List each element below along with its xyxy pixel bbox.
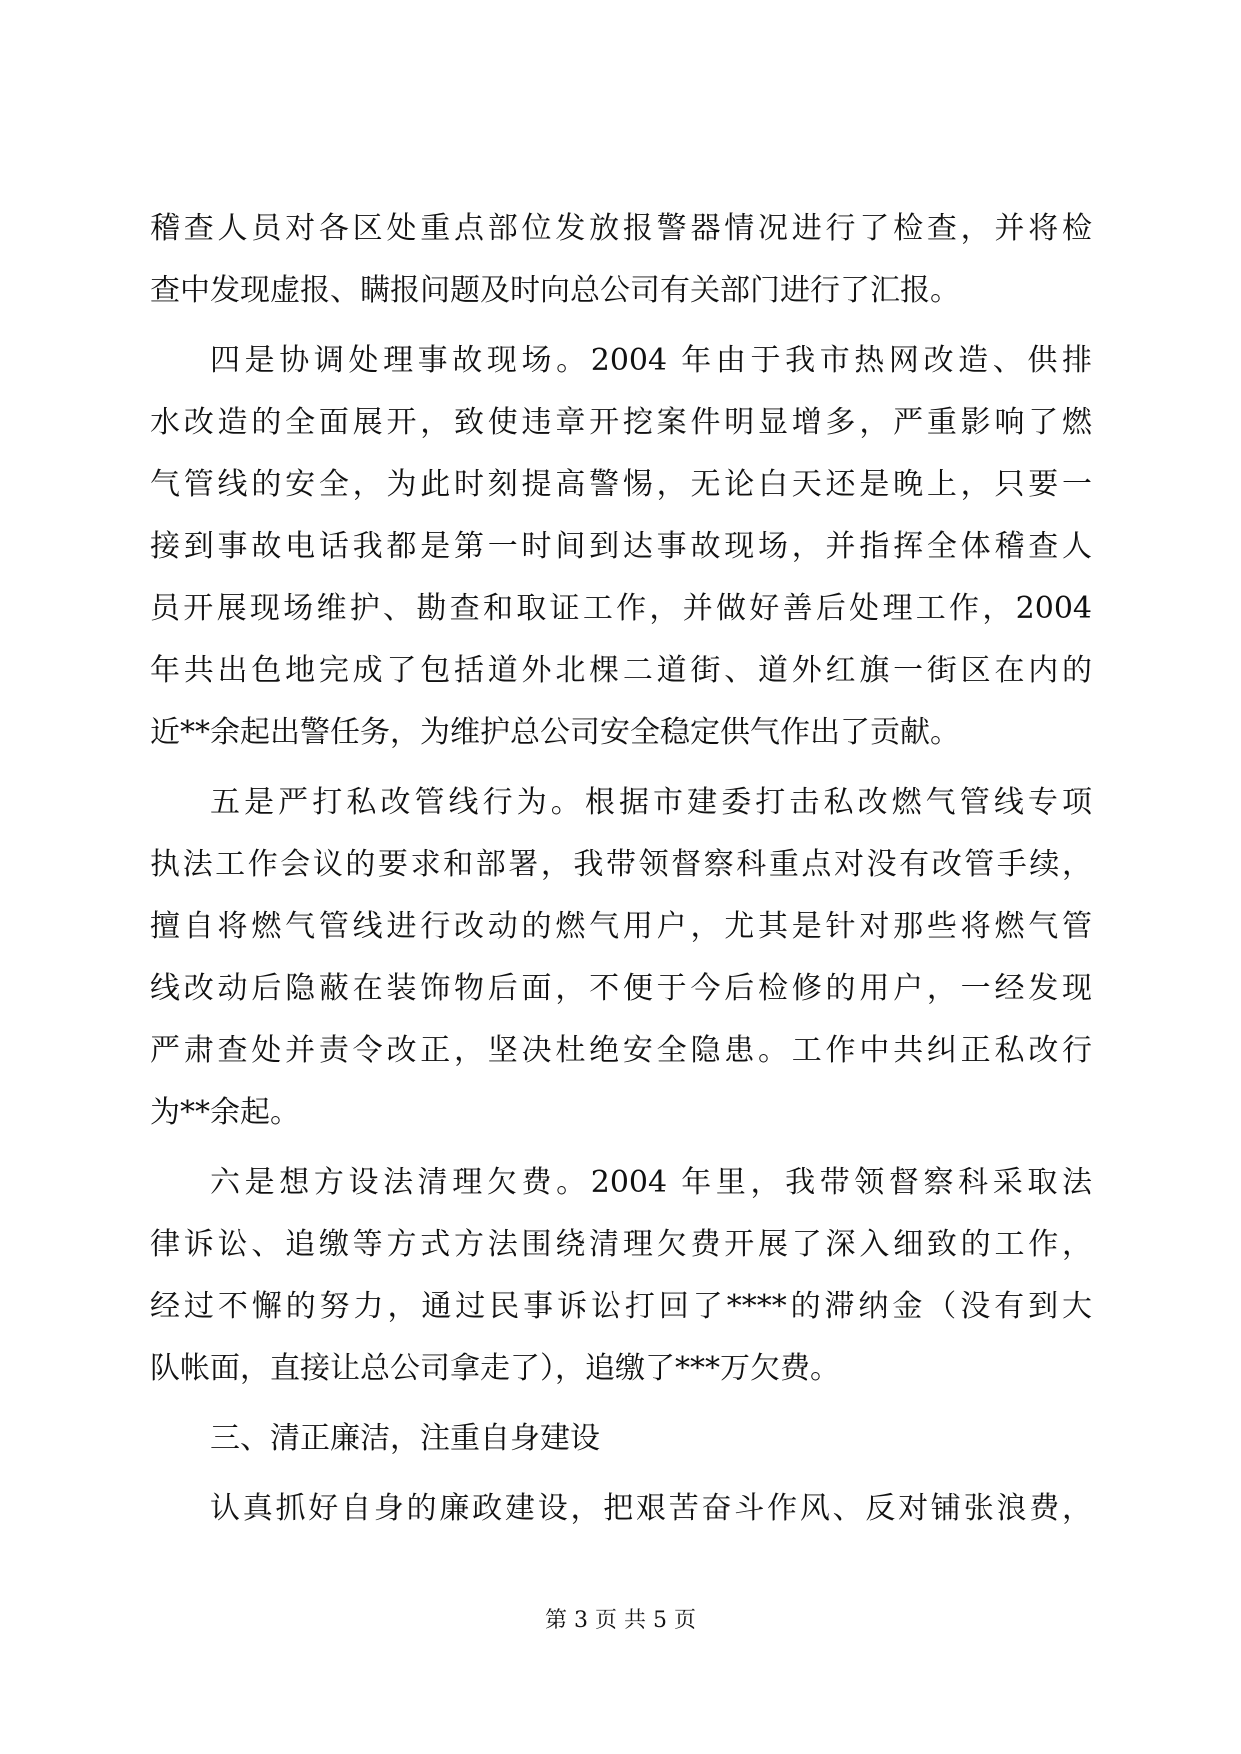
text-line-4: 水改造的全面展开，致使违章开挖案件明显增多，严重影响了燃 (150, 405, 1092, 440)
text-line-19: 队帐面，直接让总公司拿走了），追缴了***万欠费。 (150, 1351, 840, 1386)
text-line-3: 四是协调处理事故现场。2004 年由于我市热网改造、供排 (210, 343, 1092, 378)
text-line-16: 六是想方设法清理欠费。2004 年里，我带领督察科采取法 (210, 1165, 1092, 1200)
text-line-7: 员开展现场维护、勘查和取证工作，并做好善后处理工作，2004 (150, 591, 1092, 626)
text-line-5: 气管线的安全，为此时刻提高警惕，无论白天还是晚上，只要一 (150, 467, 1092, 502)
text-line-18: 经过不懈的努力，通过民事诉讼打回了****的滞纳金（没有到大 (150, 1289, 1092, 1324)
text-line-9: 近**余起出警任务，为维护总公司安全稳定供气作出了贡献。 (150, 715, 960, 750)
text-line-6: 接到事故电话我都是第一时间到达事故现场，并指挥全体稽查人 (150, 529, 1092, 564)
text-line-1: 稽查人员对各区处重点部位发放报警器情况进行了检查，并将检 (150, 211, 1092, 246)
text-line-12: 擅自将燃气管线进行改动的燃气用户，尤其是针对那些将燃气管 (150, 909, 1092, 944)
text-line-15: 为**余起。 (150, 1095, 300, 1130)
page-number-footer: 第 3 页 共 5 页 (545, 1608, 696, 1633)
text-line-8: 年共出色地完成了包括道外北棵二道街、道外红旗一街区在内的 (150, 653, 1092, 688)
text-line-2: 查中发现虚报、瞒报问题及时向总公司有关部门进行了汇报。 (150, 273, 960, 308)
text-line-10: 五是严打私改管线行为。根据市建委打击私改燃气管线专项 (210, 785, 1092, 820)
text-line-21: 认真抓好自身的廉政建设，把艰苦奋斗作风、反对铺张浪费， (210, 1491, 1092, 1526)
section-heading: 三、清正廉洁，注重自身建设 (210, 1421, 600, 1456)
text-line-17: 律诉讼、追缴等方式方法围绕清理欠费开展了深入细致的工作， (150, 1227, 1092, 1262)
text-line-11: 执法工作会议的要求和部署，我带领督察科重点对没有改管手续， (150, 847, 1092, 882)
text-line-14: 严肃查处并责令改正，坚决杜绝安全隐患。工作中共纠正私改行 (150, 1033, 1092, 1068)
text-line-13: 线改动后隐蔽在装饰物后面，不便于今后检修的用户，一经发现 (150, 971, 1092, 1006)
